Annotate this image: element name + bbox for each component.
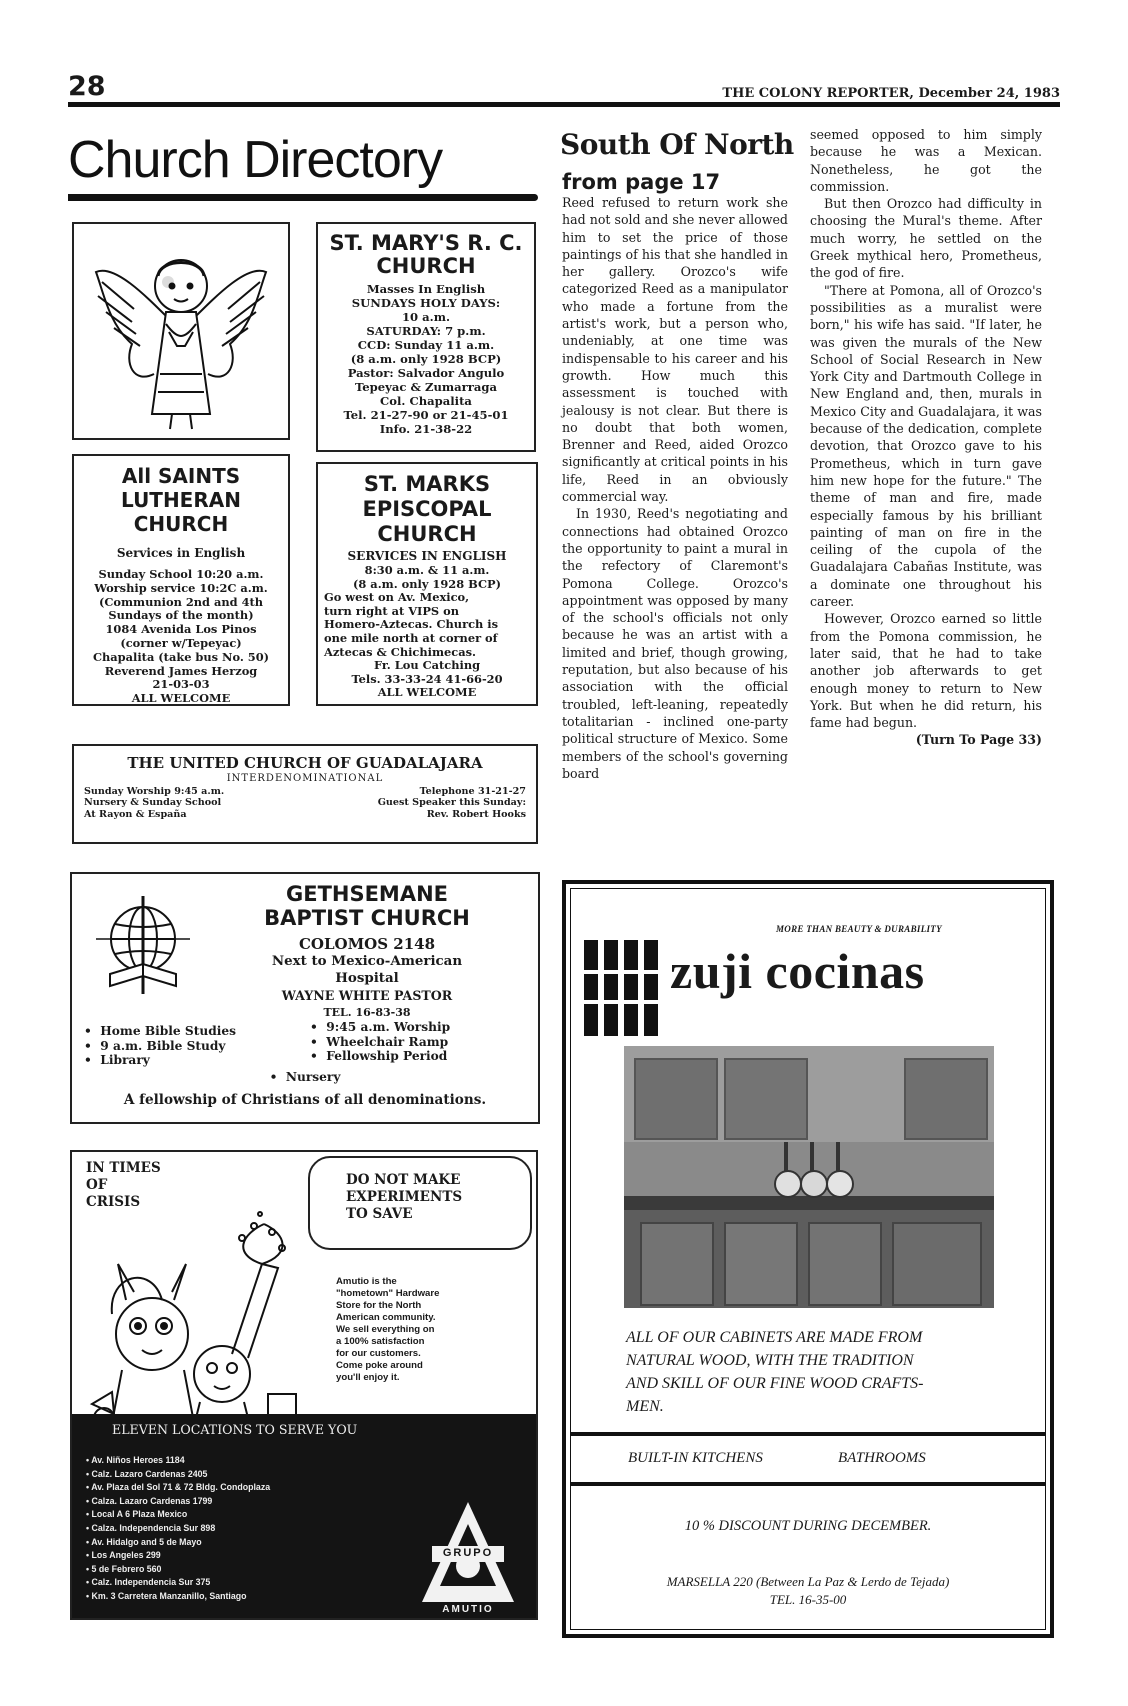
location-text: Los Angeles 299 [91, 1550, 161, 1561]
st-marys-line: Info. 21-38-22 [379, 422, 473, 436]
gethsemane-list-item: • 9 a.m. Bible Study [84, 1038, 226, 1053]
st-marys-line: CCD: Sunday 11 a.m. [357, 338, 495, 352]
hardware-body-line: We sell everything on [336, 1324, 435, 1335]
cocinas-tagline: MORE THAN BEAUTY & DURABILITY [776, 924, 942, 934]
all-saints-name [74, 464, 288, 536]
st-marks-name-line2: EPISCOPAL [362, 497, 492, 521]
gethsemane-address: COLOMOS 2148 [298, 935, 436, 953]
hardware-ad-body [336, 1276, 439, 1384]
st-marys-line: Tel. 21-27-90 or 21-45-01 [343, 408, 509, 422]
gethsemane-name [222, 882, 512, 930]
locations-title: ELEVEN LOCATIONS TO SERVE YOU [112, 1422, 358, 1437]
cocinas-rule [570, 1432, 1046, 1436]
article-paragraph: seemed opposed to him simply because he was a Mexican. Nonetheless, he got the commission. [810, 127, 1042, 194]
all-saints-line: 21-03-03 [152, 677, 210, 692]
st-marys-line: 10 a.m. [401, 310, 451, 324]
location-item: • Calza. Lazaro Cardenas 1799 [86, 1495, 213, 1506]
st-marks-listing [316, 462, 538, 706]
cocinas-address: MARSELLA 220 (Between La Paz & Lerdo de Tejada) [666, 1574, 950, 1589]
globe-bible-icon [88, 894, 198, 1004]
gethsemane-list-item: • Library [84, 1053, 150, 1067]
location-item: • Calz. Lazaro Cardenas 2405 [86, 1468, 208, 1479]
st-marks-line: Homero-Aztecas. Church is [324, 617, 499, 632]
st-marks-details [318, 564, 536, 700]
united-church-line: Telephone 31-21-27 [419, 786, 526, 797]
all-saints-line: Worship service 10:2C a.m. [94, 580, 268, 595]
article-headline: South Of North [560, 128, 794, 161]
gethsemane-next-to: Hospital [335, 970, 399, 986]
united-church-details [84, 786, 526, 820]
crisis-line: IN TIMES [86, 1160, 161, 1176]
location-item: • Av. Hidalgo and 5 de Mayo [86, 1536, 202, 1547]
gethsemane-list-item: • Fellowship Period [310, 1049, 448, 1063]
location-text: Calza. Independencia Sur 898 [91, 1522, 216, 1533]
gethsemane-list-text: 9 a.m. Bible Study [100, 1038, 226, 1053]
st-marks-line: turn right at VIPS on [324, 603, 460, 618]
gethsemane-pastor: WAYNE WHITE PASTOR [281, 988, 453, 1003]
st-marys-details [318, 282, 534, 436]
united-church-right [378, 786, 526, 820]
location-item: • Calz. Independencia Sur 375 [86, 1577, 211, 1588]
bubble-line: DO NOT MAKE [346, 1172, 461, 1188]
all-saints-line: ALL WELCOME [131, 691, 231, 706]
location-item: • Los Angeles 299 [86, 1550, 161, 1561]
location-item: • Av. Plaza del Sol 71 & 72 Bldg. Condoplaza [86, 1482, 271, 1493]
all-saints-line: (Communion 2nd and 4th [98, 594, 264, 609]
st-marys-name [318, 232, 534, 278]
all-saints-line: Sundays of the month) [108, 608, 254, 623]
gethsemane-list-item: • Home Bible Studies [84, 1024, 236, 1038]
united-church-line: Nursery & Sunday School [84, 797, 222, 809]
all-saints-details [74, 568, 288, 706]
crisis-line: CRISIS [86, 1194, 141, 1210]
gethsemane-nursery-text: Nursery [285, 1070, 341, 1084]
hardware-body-line: for our customers. [336, 1348, 421, 1359]
kitchen-photo [624, 1046, 994, 1308]
united-church-line: At Rayon & España [84, 808, 187, 820]
gethsemane-listing [70, 872, 540, 1124]
st-marks-line: Aztecas & Chichimecas. [324, 644, 476, 659]
st-marys-line: (8 a.m. only 1928 BCP) [350, 352, 502, 366]
cocinas-tel: TEL. 16-35-00 [769, 1592, 847, 1607]
united-church-line: Rev. Robert Hooks [426, 808, 526, 820]
all-saints-listing [72, 454, 290, 706]
article-paragraph: But then Orozco had difficulty in choosing the Mural's theme. After much worry, he settled on the Greek mythical hero, Prometheus, the god of fire. [810, 196, 1042, 281]
gethsemane-list-item: • 9:45 a.m. Worship [310, 1020, 451, 1034]
cocinas-brand: zuji cocinas [670, 943, 925, 999]
location-item: • Calza. Independencia Sur 898 [86, 1522, 216, 1533]
all-saints-services: Services in English [116, 546, 246, 560]
article-subhead: from page 17 [562, 170, 721, 194]
article-paragraph: However, Orozco earned so little from the Pomona commission, he later said, that he had to take another job afterwards to get enough money to return to New York. But when he did return, his fame had begun. [810, 611, 1042, 731]
united-church-title: THE UNITED CHURCH OF GUADALAJARA [127, 754, 483, 772]
page-number: 28 [68, 71, 106, 102]
all-saints-line: Chapalita (take bus No. 50) [92, 649, 270, 664]
cocinas-description-line: AND SKILL OF OUR FINE WOOD CRAFTS- [626, 1375, 924, 1392]
st-marks-name-line1: ST. MARKS [363, 472, 491, 496]
locations-list [86, 1454, 270, 1604]
article-column-1 [562, 194, 788, 782]
gethsemane-nursery: • Nursery [269, 1070, 341, 1084]
st-marks-line: Tels. 33-33-24 41-66-20 [351, 671, 503, 686]
cocinas-discount: 10 % DISCOUNT DURING DECEMBER. [684, 1518, 932, 1534]
article-column-2 [810, 126, 1042, 749]
st-marys-name-line2: CHURCH [376, 254, 476, 278]
location-text: Av. Plaza del Sol 71 & 72 Bldg. Condoplaza [91, 1482, 271, 1493]
location-item: • Local A 6 Plaza Mexico [86, 1509, 188, 1520]
all-saints-line: Sunday School 10:20 a.m. [98, 567, 264, 581]
hardware-body-line: a 100% satisfaction [336, 1336, 425, 1347]
st-marys-line: Pastor: Salvador Angulo [347, 366, 505, 380]
all-saints-line: (corner w/Tepeyac) [120, 635, 242, 650]
cocinas-rule [570, 1482, 1046, 1486]
united-church-left [84, 786, 224, 820]
location-text: Km. 3 Carretera Manzanillo, Santiago [91, 1590, 247, 1601]
gethsemane-list-item: • Wheelchair Ramp [310, 1034, 449, 1049]
location-text: Local A 6 Plaza Mexico [91, 1509, 188, 1520]
header-rule [68, 102, 1060, 107]
gethsemane-footer: A fellowship of Christians of all denominations. [123, 1092, 487, 1108]
all-saints-line: Reverend James Herzog [104, 663, 258, 678]
gethsemane-name-line1: GETHSEMANE [285, 882, 449, 906]
article-paragraph: In 1930, Reed's negotiating and connections had obtained Orozco the opportunity to paint a mural in the refectory of Claremont's Pomona College. Orozco's appointment was opposed by many of the school's officials not only because he was an artist with a limited and brief, though growing, reputation, but also because of his association with the official troubled, left-leaning, repeatedly totalitarian - inclined one-party political structure of Mexico. Some members of the school's governing board [562, 506, 788, 781]
location-text: Calza. Lazaro Cardenas 1799 [91, 1495, 213, 1506]
st-marks-name-line3: CHURCH [377, 522, 477, 546]
st-marys-line: Col. Chapalita [380, 394, 472, 408]
location-text: Av. Niños Heroes 1184 [91, 1455, 185, 1465]
st-marys-line: SATURDAY: 7 p.m. [366, 324, 486, 338]
cocinas-ad [562, 880, 1054, 1638]
gethsemane-list-text: Wheelchair Ramp [326, 1034, 449, 1049]
location-text: Calz. Independencia Sur 375 [91, 1577, 211, 1588]
all-saints-name-line1: All SAINTS [121, 464, 241, 488]
gethsemane-tel: TEL. 16-83-38 [323, 1006, 411, 1019]
st-marys-listing [316, 222, 536, 452]
cocinas-bars-icon [584, 940, 664, 1036]
bubble-text [346, 1172, 462, 1223]
united-church-listing [72, 744, 538, 844]
st-marys-line: Tepeyac & Zumarraga [354, 380, 498, 394]
masthead: THE COLONY REPORTER, December 24, 1983 [722, 86, 1060, 101]
cocinas-built-in: BUILT-IN KITCHENS [628, 1450, 763, 1466]
location-item: • 5 de Febrero 560 [86, 1563, 162, 1574]
article-paragraph: Reed refused to return work she had not sold and she never allowed him to set the price of those paintings of his that she handled in her gallery. Orozco's wife categorized Reed as a manipulator who made a fortune from the artist's work, but a person who, undeniably, at one time was indispensable to his career and his growth. How much this assessment is touched with jealousy is not clear. But there is no doubt that both women, Brenner and Reed, aided Orozco significantly at critical points in his life, Reed in an obviously commercial way. [562, 195, 788, 505]
directory-title-rule [68, 194, 538, 201]
hardware-body-line: Amutio is the [336, 1276, 397, 1287]
st-marks-line: one mile north at corner of [324, 630, 498, 645]
st-marys-line: Masses In English [366, 282, 486, 296]
st-marks-services: SERVICES IN ENGLISH [347, 549, 507, 563]
hardware-body-line: Store for the North [336, 1300, 422, 1311]
location-text: 5 de Febrero 560 [91, 1563, 162, 1574]
all-saints-name-line2: LUTHERAN [121, 488, 241, 512]
cocinas-bathrooms: BATHROOMS [838, 1450, 926, 1466]
gethsemane-list-text: Fellowship Period [326, 1049, 448, 1063]
bubble-line: EXPERIMENTS [346, 1189, 463, 1205]
hardware-body-line: Come poke around [336, 1360, 423, 1371]
location-item: • Km. 3 Carretera Manzanillo, Santiago [86, 1590, 247, 1601]
st-marys-name-line1: ST. MARY'S R. C. [329, 231, 523, 255]
location-text: Av. Hidalgo and 5 de Mayo [91, 1536, 202, 1547]
locations-panel [72, 1414, 538, 1620]
united-church-line: Sunday Worship 9:45 a.m. [84, 786, 225, 797]
logo-bottom-text: AMUTIO [442, 1604, 494, 1615]
st-marks-line: (8 a.m. only 1928 BCP) [353, 576, 501, 591]
gethsemane-left-list [84, 1024, 236, 1068]
crisis-line: OF [86, 1177, 108, 1193]
gethsemane-right-list [310, 1020, 450, 1064]
hardware-body-line: American community. [336, 1312, 436, 1323]
united-church-line: Guest Speaker this Sunday: [377, 797, 526, 809]
hardware-ad [70, 1150, 538, 1620]
gethsemane-list-text: Library [100, 1053, 150, 1067]
gethsemane-info [222, 936, 512, 1021]
gethsemane-list-text: 9:45 a.m. Worship [326, 1020, 451, 1034]
st-marks-line: ALL WELCOME [377, 685, 477, 700]
gethsemane-name-line2: BAPTIST CHURCH [264, 906, 470, 930]
st-marys-line: SUNDAYS HOLY DAYS: [351, 296, 501, 310]
angel-illustration-box [72, 222, 290, 440]
location-text: Calz. Lazaro Cardenas 2405 [91, 1468, 208, 1479]
st-marks-line: Go west on Av. Mexico, [324, 590, 470, 605]
st-marks-line: Fr. Lou Catching [373, 658, 481, 673]
cocinas-description [626, 1326, 923, 1418]
directory-title: Church Directory [68, 131, 443, 189]
cocinas-description-line: MEN. [626, 1398, 664, 1415]
cocinas-description-line: ALL OF OUR CABINETS ARE MADE FROM [626, 1329, 923, 1346]
hardware-body-line: you'll enjoy it. [336, 1372, 400, 1383]
cocinas-description-line: NATURAL WOOD, WITH THE TRADITION [626, 1352, 914, 1369]
hardware-body-line: "hometown" Hardware [336, 1288, 440, 1299]
all-saints-name-line3: CHURCH [133, 512, 229, 536]
st-marks-name [318, 472, 536, 547]
gethsemane-list-text: Home Bible Studies [100, 1024, 236, 1038]
location-item: • Av. Niños Heroes 1184 [86, 1455, 185, 1465]
logo-top-text: GRUPO [442, 1547, 494, 1559]
gethsemane-next-to: Next to Mexico-American [271, 953, 463, 969]
united-church-subtitle: INTERDENOMINATIONAL [226, 773, 384, 784]
st-marks-line: 8:30 a.m. & 11 a.m. [364, 563, 490, 577]
bubble-line: TO SAVE [346, 1206, 413, 1222]
all-saints-line: 1084 Avenida Los Pinos [105, 622, 257, 637]
article-paragraph: "There at Pomona, all of Orozco's possibilities as a muralist were born," his wife has said. "If later, he was given the murals of the New School of Social Research in New York City and Dartmouth College in New England and, then, murals in Mexico City and Guadalajara, it was because of the dedication, complete devotion, that Orozco gave to his Prometheus, which in turn gave him new hope for the future." The theme of man and fire, made especially famous by his brilliant painting of man on fire in the ceiling of the cupola of the Guadalajara Cabañas Institute, was a dominate one throughout his career. [810, 282, 1042, 610]
angel-icon [74, 224, 288, 438]
article-jump: (Turn To Page 33) [915, 732, 1042, 748]
